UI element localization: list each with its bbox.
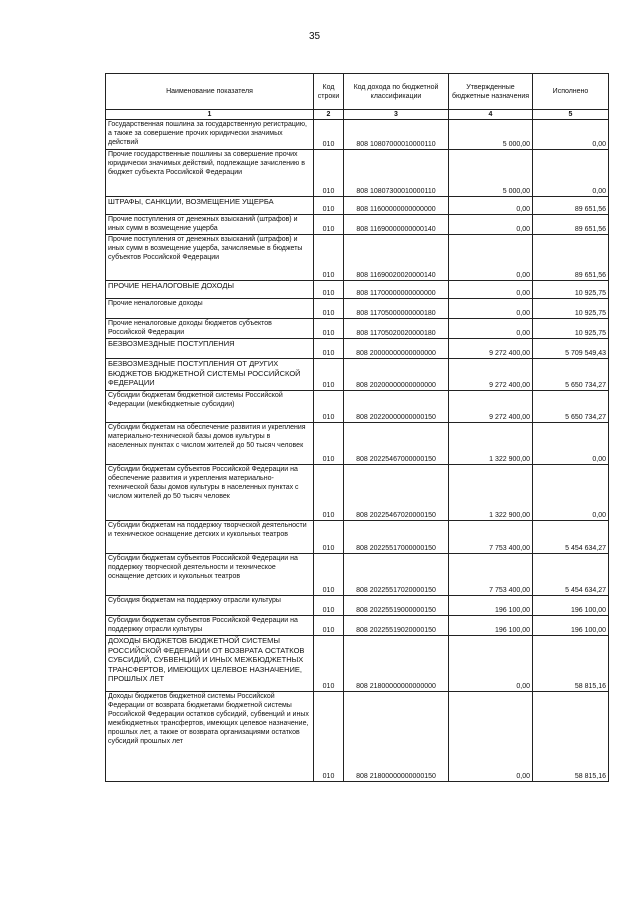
row-approved-amount: 9 272 400,00 <box>449 339 533 359</box>
table-row <box>106 215 609 235</box>
table-row <box>106 150 609 197</box>
table-row <box>106 554 609 596</box>
row-name: ПРОЧИЕ НЕНАЛОГОВЫЕ ДОХОДЫ <box>106 281 314 299</box>
column-number: 2 <box>314 110 344 120</box>
row-income-code: 808 20000000000000000 <box>344 339 449 359</box>
row-income-code: 808 11690020020000140 <box>344 235 449 281</box>
column-number: 3 <box>344 110 449 120</box>
row-name: Субсидии бюджетам субъектов Российской Федерации на поддержку творческой деятельности и техническое оснащение детских и кукольных театров <box>106 554 314 596</box>
row-approved-amount: 0,00 <box>449 299 533 319</box>
table-row <box>106 423 609 465</box>
table-row <box>106 596 609 616</box>
row-income-code: 808 11600000000000000 <box>344 197 449 215</box>
row-line-code: 010 <box>314 299 344 319</box>
table-row <box>106 281 609 299</box>
row-approved-amount: 5 000,00 <box>449 150 533 197</box>
row-income-code: 808 20225467020000150 <box>344 465 449 521</box>
column-number: 1 <box>106 110 314 120</box>
header-executed: Исполнено <box>533 74 609 110</box>
row-income-code: 808 10807300010000110 <box>344 150 449 197</box>
row-approved-amount: 0,00 <box>449 281 533 299</box>
row-income-code: 808 20220000000000150 <box>344 391 449 423</box>
row-line-code: 010 <box>314 391 344 423</box>
row-approved-amount: 1 322 900,00 <box>449 465 533 521</box>
row-income-code: 808 11705020020000180 <box>344 319 449 339</box>
row-income-code: 808 20225519020000150 <box>344 616 449 636</box>
row-line-code: 010 <box>314 596 344 616</box>
row-name: Субсидии бюджетам субъектов Российской Федерации на обеспечение развития и укрепления материально-технической базы домов культуры в населенных пунктах с числом жителей до 50 тысяч человек <box>106 465 314 521</box>
row-line-code: 010 <box>314 521 344 554</box>
row-approved-amount: 0,00 <box>449 692 533 782</box>
table-header-row <box>106 74 609 110</box>
row-income-code: 808 11690000000000140 <box>344 215 449 235</box>
row-name: БЕЗВОЗМЕЗДНЫЕ ПОСТУПЛЕНИЯ <box>106 339 314 359</box>
table-row <box>106 391 609 423</box>
table-row <box>106 521 609 554</box>
row-name: Субсидии бюджетам на обеспечение развития и укрепления материально-технической базы домов культуры в населенных пунктах с числом жителей до 50 тысяч человек <box>106 423 314 465</box>
row-name: ДОХОДЫ БЮДЖЕТОВ БЮДЖЕТНОЙ СИСТЕМЫ РОССИЙСКОЙ ФЕДЕРАЦИИ ОТ ВОЗВРАТА ОСТАТКОВ СУБСИДИЙ, СУБВЕНЦИЙ И ИНЫХ МЕЖБЮДЖЕТНЫХ ТРАНСФЕРТОВ, ИМЕЮЩИХ ЦЕЛЕВОЕ НАЗНАЧЕНИЕ, ПРОШЛЫХ ЛЕТ <box>106 636 314 692</box>
table-body <box>106 120 609 782</box>
row-line-code: 010 <box>314 120 344 150</box>
row-approved-amount: 7 753 400,00 <box>449 521 533 554</box>
table-row <box>106 616 609 636</box>
row-approved-amount: 0,00 <box>449 197 533 215</box>
row-name: Прочие государственные пошлины за совершение прочих юридически значимых действий, подлежащие зачислению в бюджет субъекта Российской Федерации <box>106 150 314 197</box>
row-name: Субсидии бюджетам субъектов Российской Федерации на поддержку отрасли культуры <box>106 616 314 636</box>
row-approved-amount: 196 100,00 <box>449 596 533 616</box>
row-name: Прочие неналоговые доходы <box>106 299 314 319</box>
row-approved-amount: 0,00 <box>449 636 533 692</box>
table-row <box>106 692 609 782</box>
row-line-code: 010 <box>314 554 344 596</box>
row-executed-amount: 10 925,75 <box>533 319 609 339</box>
row-line-code: 010 <box>314 423 344 465</box>
header-approved: Утвержденные бюджетные назначения <box>449 74 533 110</box>
row-approved-amount: 196 100,00 <box>449 616 533 636</box>
row-executed-amount: 0,00 <box>533 120 609 150</box>
row-line-code: 010 <box>314 636 344 692</box>
row-income-code: 808 11705000000000180 <box>344 299 449 319</box>
row-executed-amount: 10 925,75 <box>533 281 609 299</box>
row-line-code: 010 <box>314 359 344 391</box>
row-name: Субсидии бюджетам бюджетной системы Российской Федерации (межбюджетные субсидии) <box>106 391 314 423</box>
row-executed-amount: 5 709 549,43 <box>533 339 609 359</box>
row-approved-amount: 0,00 <box>449 215 533 235</box>
row-executed-amount: 89 651,56 <box>533 235 609 281</box>
column-number: 5 <box>533 110 609 120</box>
row-approved-amount: 0,00 <box>449 235 533 281</box>
row-income-code: 808 21800000000000000 <box>344 636 449 692</box>
row-line-code: 010 <box>314 465 344 521</box>
table-row <box>106 235 609 281</box>
row-executed-amount: 89 651,56 <box>533 197 609 215</box>
row-approved-amount: 7 753 400,00 <box>449 554 533 596</box>
row-executed-amount: 0,00 <box>533 150 609 197</box>
row-executed-amount: 58 815,16 <box>533 636 609 692</box>
row-income-code: 808 21800000000000150 <box>344 692 449 782</box>
row-executed-amount: 5 650 734,27 <box>533 391 609 423</box>
row-line-code: 010 <box>314 319 344 339</box>
row-line-code: 010 <box>314 197 344 215</box>
row-executed-amount: 5 454 634,27 <box>533 554 609 596</box>
row-line-code: 010 <box>314 616 344 636</box>
row-line-code: 010 <box>314 339 344 359</box>
row-name: Субсидия бюджетам на поддержку отрасли культуры <box>106 596 314 616</box>
row-line-code: 010 <box>314 215 344 235</box>
row-income-code: 808 20225517020000150 <box>344 554 449 596</box>
row-name: ШТРАФЫ, САНКЦИИ, ВОЗМЕЩЕНИЕ УЩЕРБА <box>106 197 314 215</box>
row-income-code: 808 10807000010000110 <box>344 120 449 150</box>
row-executed-amount: 0,00 <box>533 465 609 521</box>
row-executed-amount: 0,00 <box>533 423 609 465</box>
row-executed-amount: 89 651,56 <box>533 215 609 235</box>
row-line-code: 010 <box>314 692 344 782</box>
row-name: Государственная пошлина за государственную регистрацию, а также за совершение прочих юридически значимых действий <box>106 120 314 150</box>
row-approved-amount: 9 272 400,00 <box>449 391 533 423</box>
header-name: Наименование показателя <box>106 74 314 110</box>
row-executed-amount: 196 100,00 <box>533 596 609 616</box>
table-row <box>106 197 609 215</box>
row-income-code: 808 11700000000000000 <box>344 281 449 299</box>
page-number: 35 <box>308 31 321 42</box>
row-line-code: 010 <box>314 281 344 299</box>
row-income-code: 808 20225517000000150 <box>344 521 449 554</box>
row-name: Прочие неналоговые доходы бюджетов субъектов Российской Федерации <box>106 319 314 339</box>
row-approved-amount: 0,00 <box>449 319 533 339</box>
table-row <box>106 465 609 521</box>
column-number-row <box>106 110 609 120</box>
row-name: Доходы бюджетов бюджетной системы Российской Федерации от возврата бюджетами бюджетной системы Российской Федерации остатков субсидий, субвенций и иных межбюджетных трансфертов, имеющих целевое назначение, прошлых лет, а также от возврата организациями остатков субсидий прошлых лет <box>106 692 314 782</box>
table-row <box>106 299 609 319</box>
row-executed-amount: 196 100,00 <box>533 616 609 636</box>
row-income-code: 808 20225467000000150 <box>344 423 449 465</box>
header-income-code: Код дохода по бюджетной классификации <box>344 74 449 110</box>
row-executed-amount: 5 454 634,27 <box>533 521 609 554</box>
row-executed-amount: 10 925,75 <box>533 299 609 319</box>
table-row <box>106 339 609 359</box>
row-line-code: 010 <box>314 235 344 281</box>
table-row <box>106 120 609 150</box>
income-report-table <box>105 73 609 782</box>
row-name: Прочие поступления от денежных взысканий (штрафов) и иных сумм в возмещение ущерба <box>106 215 314 235</box>
row-income-code: 808 20225519000000150 <box>344 596 449 616</box>
table-row <box>106 319 609 339</box>
table-row <box>106 359 609 391</box>
row-executed-amount: 58 815,16 <box>533 692 609 782</box>
row-approved-amount: 5 000,00 <box>449 120 533 150</box>
column-number: 4 <box>449 110 533 120</box>
row-income-code: 808 20200000000000000 <box>344 359 449 391</box>
row-name: БЕЗВОЗМЕЗДНЫЕ ПОСТУПЛЕНИЯ ОТ ДРУГИХ БЮДЖЕТОВ БЮДЖЕТНОЙ СИСТЕМЫ РОССИЙСКОЙ ФЕДЕРАЦИИ <box>106 359 314 391</box>
row-line-code: 010 <box>314 150 344 197</box>
row-approved-amount: 9 272 400,00 <box>449 359 533 391</box>
row-executed-amount: 5 650 734,27 <box>533 359 609 391</box>
header-line-code: Код строки <box>314 74 344 110</box>
table-row <box>106 636 609 692</box>
row-approved-amount: 1 322 900,00 <box>449 423 533 465</box>
row-name: Прочие поступления от денежных взысканий (штрафов) и иных сумм в возмещение ущерба, зачисляемые в бюджеты субъектов Российской Федерации <box>106 235 314 281</box>
row-name: Субсидии бюджетам на поддержку творческой деятельности и техническое оснащение детских и кукольных театров <box>106 521 314 554</box>
